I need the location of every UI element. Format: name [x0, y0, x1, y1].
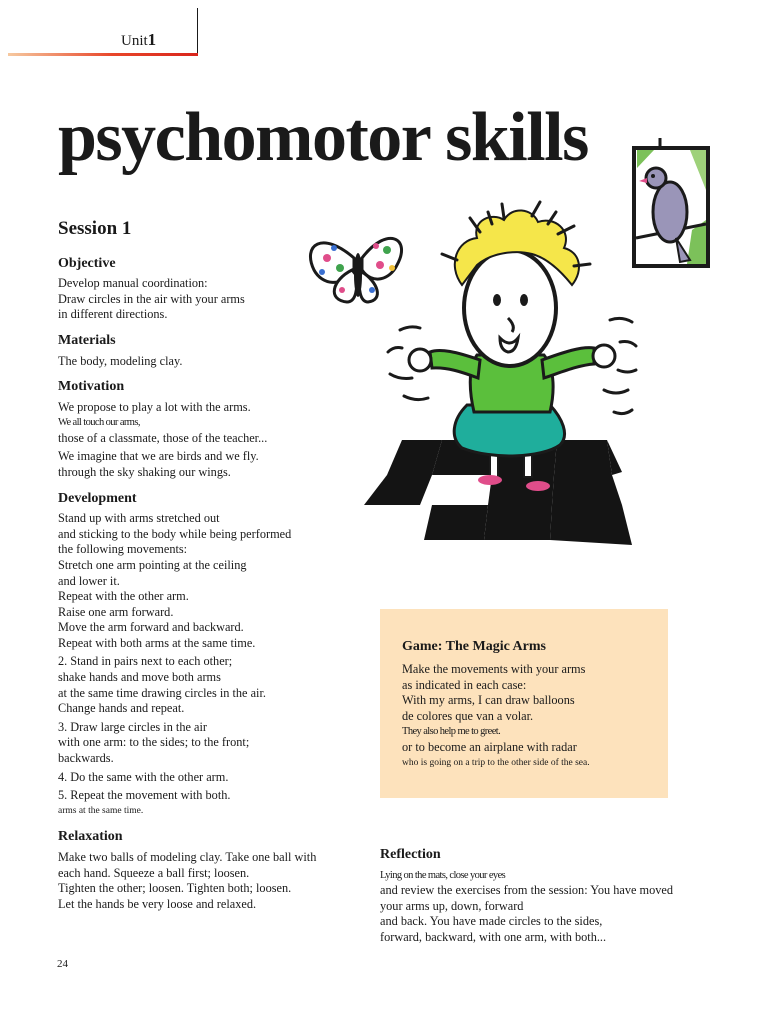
motivation-line: We propose to play a lot with the arms.	[58, 399, 251, 414]
butterfly-icon	[310, 238, 401, 302]
objective-heading: Objective	[58, 255, 116, 271]
page-title: psychomotor skills	[58, 99, 588, 176]
game-line: who is going on a trip to the other side of the sea.	[402, 757, 590, 768]
development-line: 4. Do the same with the other arm.	[58, 769, 229, 784]
game-box	[380, 609, 668, 798]
motivation-line: through the sky shaking our wings.	[58, 465, 231, 480]
development-line: and sticking to the body while being performed	[58, 526, 292, 541]
game-line: or to become an airplane with radar	[402, 739, 577, 754]
objective-line: Draw circles in the air with your arms	[58, 291, 245, 306]
game-line: de colores que van a volar.	[402, 708, 534, 723]
unit-number: 1	[147, 30, 157, 49]
child-left-hand	[409, 349, 431, 371]
game-line: Make the movements with your arms	[402, 662, 586, 676]
child-left-arm	[430, 350, 480, 378]
development-line: Stand up with arms stretched out	[58, 511, 220, 526]
header-vertical-line	[197, 8, 198, 55]
development-paragraph	[58, 788, 358, 819]
materials-line: The body, modeling clay.	[58, 353, 183, 368]
development-line: 5. Repeat the movement with both.	[58, 788, 231, 803]
relaxation-line: Tighten the other; loosen. Tighten both; loosen.	[58, 881, 292, 896]
reflection-line: and back. You have made circles to the sides,	[380, 914, 603, 929]
child-right-hand	[593, 345, 615, 367]
development-paragraph	[58, 720, 358, 767]
development-line: arms at the same time.	[58, 805, 144, 816]
development-paragraph	[58, 770, 358, 786]
development-line: Raise one arm forward.	[58, 604, 174, 619]
development-line: backwards.	[58, 751, 114, 766]
development-line: the following movements:	[58, 542, 188, 557]
development-line: Change hands and repeat.	[58, 701, 185, 716]
reflection-line: and review the exercises from the session: You have moved	[380, 883, 674, 898]
development-line: Stretch one arm pointing at the ceiling	[58, 557, 247, 572]
objective-line: in different directions.	[58, 307, 168, 322]
development-paragraph	[58, 654, 358, 716]
materials-heading: Materials	[58, 333, 116, 349]
relaxation-heading: Relaxation	[58, 829, 123, 845]
game-line: With my arms, I can draw balloons	[402, 693, 575, 708]
development-line: shake hands and move both arms	[58, 670, 221, 685]
game-line: They also help me to greet.	[402, 726, 501, 738]
motivation-heading: Motivation	[58, 379, 125, 395]
development-line: 3. Draw large circles in the air	[58, 719, 207, 734]
motivation-line: those of a classmate, those of the teacher...	[58, 430, 268, 445]
development-heading: Development	[58, 490, 137, 506]
reflection-line: Lying on the mats, close your eyes	[380, 869, 506, 881]
motivation-line: We imagine that we are birds and we fly.	[58, 449, 259, 464]
development-line: and lower it.	[58, 573, 120, 588]
bird-picture-icon	[634, 138, 708, 266]
game-line: as indicated in each case:	[402, 677, 527, 692]
development-line: Repeat with the other arm.	[58, 589, 189, 604]
relaxation-line: Let the hands be very loose and relaxed.	[58, 896, 257, 911]
child-illustration	[292, 120, 732, 560]
header-rule	[8, 53, 198, 56]
page-number: 24	[57, 958, 68, 970]
child-illustration-drawing	[292, 120, 732, 560]
development-line: Repeat with both arms at the same time.	[58, 635, 256, 650]
relaxation-line: each hand. Squeeze a ball first; loosen.	[58, 865, 250, 880]
unit-word: Unit	[121, 33, 148, 49]
development-line: 2. Stand in pairs next to each other;	[58, 654, 233, 669]
unit-label	[121, 30, 156, 50]
relaxation-section	[58, 828, 358, 912]
development-line: Move the arm forward and backward.	[58, 620, 244, 635]
objective-line: Develop manual coordination:	[58, 276, 208, 291]
session-heading: Session 1	[58, 218, 132, 239]
motivation-line: We all touch our arms,	[58, 417, 140, 429]
reflection-line: your arms up, down, forward	[380, 898, 524, 913]
child-right-arm	[542, 348, 594, 378]
reflection-heading: Reflection	[380, 847, 441, 862]
game-title: Game: The Magic Arms	[402, 639, 546, 654]
development-line: at the same time drawing circles in the air.	[58, 685, 266, 700]
game-content	[402, 639, 662, 771]
relaxation-line: Make two balls of modeling clay. Take one ball with	[58, 849, 317, 864]
reflection-section	[380, 846, 710, 945]
development-line: with one arm: to the sides; to the front;	[58, 735, 250, 750]
reflection-line: forward, backward, with one arm, with both...	[380, 929, 607, 944]
